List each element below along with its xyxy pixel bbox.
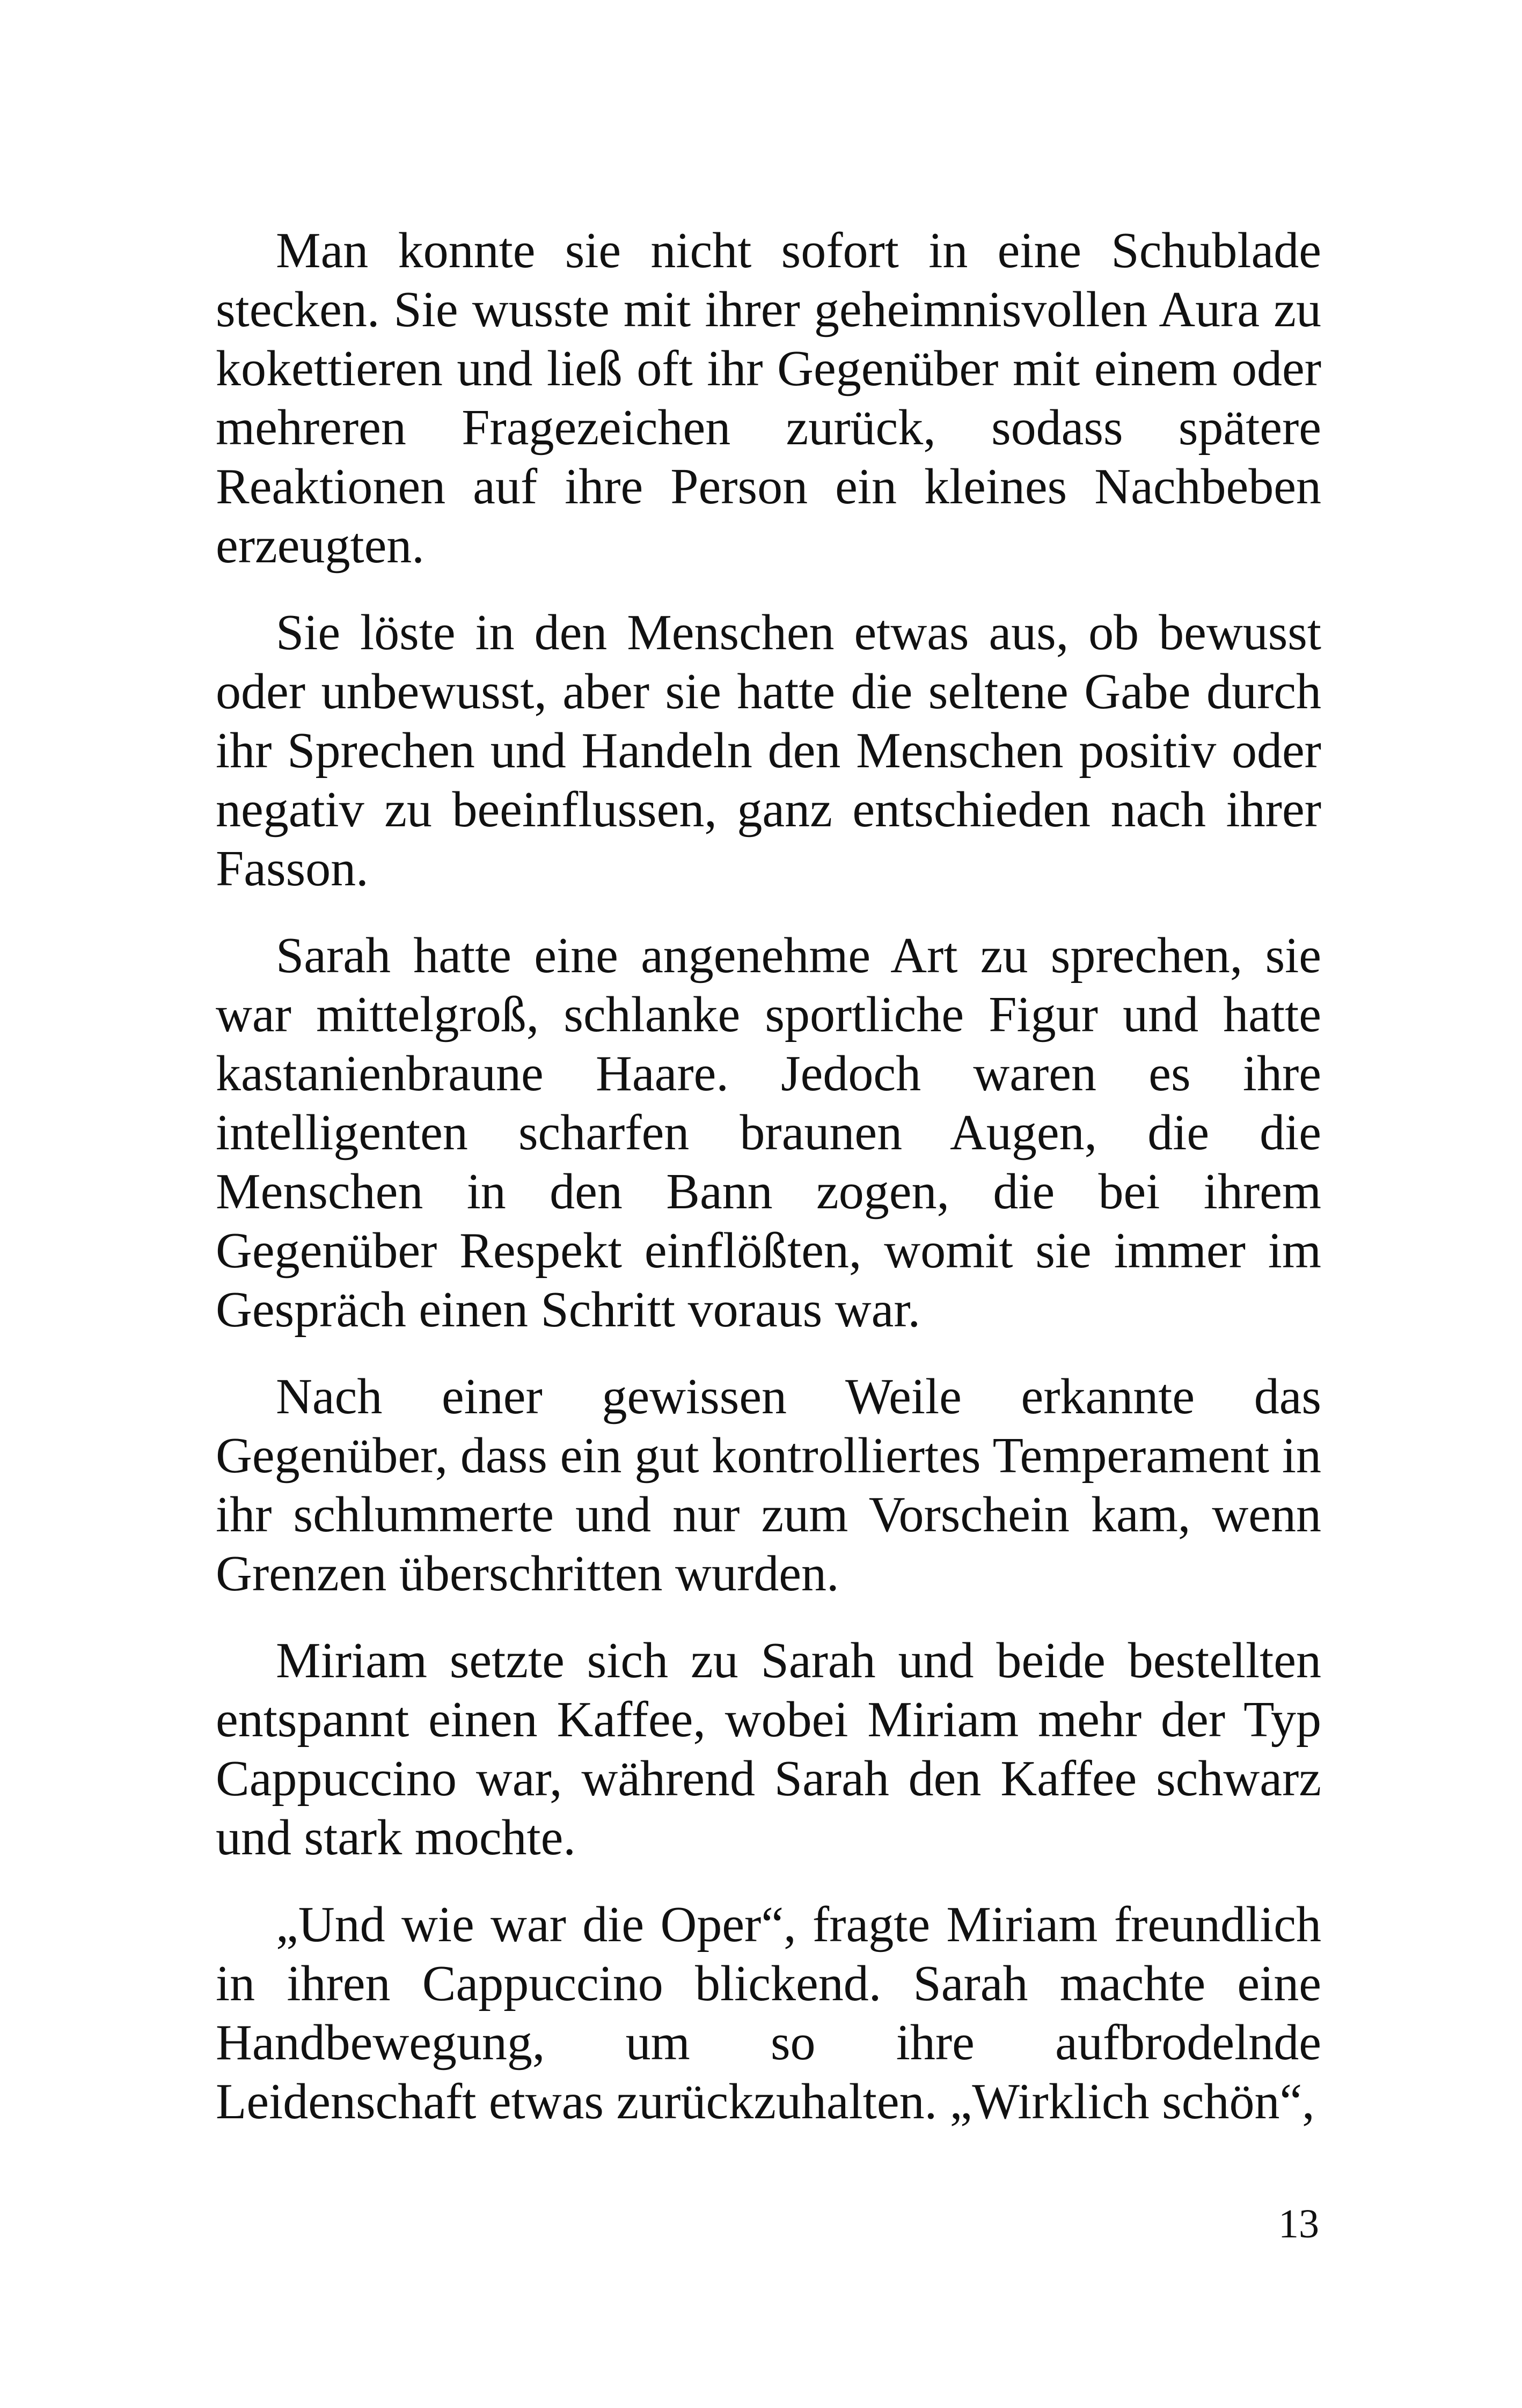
page-number: 13 [1278, 2201, 1319, 2247]
paragraph: Sie löste in den Menschen etwas aus, ob bewusst oder unbewusst, aber sie hatte die seltene Gabe durch ihr Sprechen und Handeln den Menschen positiv oder negativ zu beeinflussen, ganz entschieden nach ihrer Fasson. [216, 605, 1321, 897]
body-text [216, 221, 1321, 2159]
paragraph: Miriam setzte sich zu Sarah und beide bestellten entspannt einen Kaffee, wobei Miriam mehr der Typ Cappuccino war, während Sarah den Kaffee schwarz und stark mochte. [216, 1633, 1321, 1866]
paragraph: Sarah hatte eine angenehme Art zu sprechen, sie war mittelgroß, schlanke sportliche Figur und hatte kastanienbraune Haare. Jedoch waren es ihre intelligenten scharfen braunen Augen, die die Menschen in den Bann zogen, die bei ihrem Gegenüber Respekt einflößten, womit sie immer im Gespräch einen Schritt voraus war. [216, 928, 1321, 1338]
paragraph: Man konnte sie nicht sofort in eine Schublade stecken. Sie wusste mit ihrer geheimnisvollen Aura zu kokettieren und ließ oft ihr Gegenüber mit einem oder mehreren Fragezeichen zurück, sodass spätere Reaktionen auf ihre Person ein kleines Nachbeben erzeugten. [216, 223, 1321, 574]
paragraph: Nach einer gewissen Weile erkannte das Gegenüber, dass ein gut kontrolliertes Temperament in ihr schlummerte und nur zum Vorschein kam, wenn Grenzen überschritten wurden. [216, 1369, 1321, 1602]
paragraph: „Und wie war die Oper“, fragte Miriam freundlich in ihren Cappuccino blickend. Sarah machte eine Handbewegung, um so ihre aufbrodelnde Leidenschaft etwas zurückzuhalten. „Wirklich schön“, [216, 1897, 1321, 2130]
